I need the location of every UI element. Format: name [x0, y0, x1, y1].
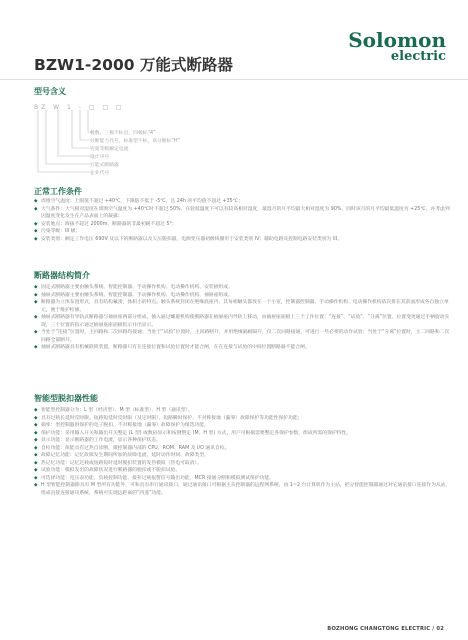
- controller-item: ◆ 热记忆功能：记忆过载或短路短时延时脱扣装置的发热模拟（热电可取消）。: [34, 460, 454, 468]
- structure-item: ◆ 抽屉式断路器主要由触头系统、智能控制器、手动操作机构、电动操作机构、抽屉座组成。: [34, 292, 454, 300]
- controller-item: ◆ 保护功能：采用输入开关和输出开关整定 (L 型) 或数码显示和按键整定 (M、H 型) 方式，用户可根据需要整定各保护参数，组成所需的保护特性。: [34, 430, 454, 438]
- model-legend-item: 企业代号: [90, 171, 110, 176]
- conditions-item: ◆ 污染等级：III 级；: [34, 228, 454, 236]
- controller-item: ◆ 可选择功能：电压表功能、负载控制功能、接补过载报警信号输出功能、MCR 接通分断和模拟测试保护功能。: [34, 475, 454, 483]
- section-title-structure: 断路器结构简介: [34, 271, 90, 280]
- structure-item: ◆ 抽屉式断路器具有机械联锁装置，断路器只有在连接位置和试验位置时才能合闸，在在连接与试验的中间位置断路器不能合闸。: [34, 344, 454, 352]
- structure-item: ◆ 断路器为立体布置形式，具有结构紧凑，体积小的特点。触头系统封闭在绝缘底座内，其每相触头都放在一个小室，控制器控制器、手动操作机构、电动操作机构依次排在其前面形成各自独立单元，便于维护检修。: [34, 299, 454, 314]
- model-legend-item: 分断能力代号，标准型不标，高分断标“H”: [90, 139, 180, 144]
- controller-item: ◆ 具有过载长延时反时限、短路短延时反时限（及定时限）、短路瞬时保护、不对称接地（漏零）故障保护等功能性保护功能；: [34, 415, 454, 423]
- controller-item: ◆ 试验功能：模拟发出的故障状况进行断路器的脱扣或不脱扣试验。: [34, 467, 454, 475]
- model-legend-item: 壳架等级额定电流: [90, 147, 129, 152]
- controller-list: [34, 407, 454, 497]
- title-divider: [0, 79, 468, 80]
- model-legend-item: 设计序号: [90, 155, 110, 160]
- structure-item: ◆ 抽屉式断路器有导轨式断路器与抽屉座两部分组成，抽入通过螺旋机构使断路器在抽屉座内导轨上移动，由抽屉座面板上三个工作位置：“连接”、“试验”、“分离”位置，位置变更通过手柄旋动实现，三个位置的指示通过抽屉底座面板指示并出显示。: [34, 314, 454, 329]
- controller-item: ◆ 故障记忆功能：记忆故障发生期间所加的故障电流、延时动作时间、故障类型。: [34, 452, 454, 460]
- section-title-model: 型号含义: [34, 87, 66, 96]
- page-title: BZW1-2000 万能式断路器: [34, 56, 233, 74]
- conditions-item: ◆ 安装类别：额定工作电压 690V 及以下的断路器以及欠压脱扣器，电源变压器初级线圈用于安装类别 IV；辅助电路及控制电路安装类别为 III。: [34, 236, 454, 244]
- structure-item: ◆ 固定式断路器主要由触头系统、智能控制器、手动操作机构、电动操作机构、安装板组成。: [34, 284, 454, 292]
- model-code: BZ W 1 - □ □ □: [34, 104, 125, 111]
- conditions-item: ◆ 周围空气温度：上限值不超过 +40℃，下限值不低于 -5℃，且 24h 的平均值不超过 +35℃；: [34, 198, 454, 206]
- conditions-list: [34, 198, 454, 243]
- structure-item: ◆ 当处于“连接”位置时，主回路和二次回路均接通；当处于“试验”位置时，主回路断开，并用绝缘隔板隔开，仅二次回路接通，可进行一些必要的动作试验；当处于“分离”位置时，主二回路和二次回路全部断开。: [34, 329, 454, 344]
- brand-sub: electric: [390, 49, 446, 64]
- brand-logo: [348, 30, 446, 64]
- conditions-item: ◆ 安装地点：海拔不超过 2000m，断路器的非最初耐不超过 5°；: [34, 221, 454, 229]
- controller-item: ◆ H 型智能控制器除具有 M 型所有功能外，可和具有串行通讯接口，通过通讯接口可根据主从控制器的远程网系统，由 1~2 台计算机作为主站，把分智能控制器通过对它通讯接口连接作为从站，组成直接连接通讯系统，系统可实现远距离的“四遥”功能。: [34, 482, 454, 497]
- controller-item: ◆ 显示功能：显示断路器的工作电流，显示各种保护状态。: [34, 437, 454, 445]
- brand-name: Solomon: [348, 28, 446, 52]
- conditions-item: ◆ 大气条件：大气相对湿度在周围空气温度为 +40℃时不超过 50%，在较低温度下可以有较高相对湿度，最湿月的月平均最大相对湿度为 90%，同时该月的月平均最低温度为 +25℃，并考虑到因温度变化发生在产品表面上的凝露；: [34, 206, 454, 221]
- page-footer: BOZHONG CHANGTONG ELECTRIC / 02: [327, 626, 444, 632]
- controller-item: ◆ 智能型控制器分为：L 型（经济型）、M 型（标准型）、H 型（通讯型）。: [34, 407, 454, 415]
- model-legend-item: 万能式断路器: [90, 163, 119, 168]
- model-legend-item: 极数，三极不标出，四极标“4”: [90, 131, 156, 136]
- controller-item: ◆ 频率：型控制器供保护的电子脱扣，不对称接地（漏零）故障保护为缓选功能。: [34, 422, 454, 430]
- section-title-controller: 智能型脱扣器性能: [34, 394, 98, 403]
- controller-item: ◆ 自检功能：保能具有过热自诊断，微控制器内部的 CPU、ROM、RAM 及 I/O 通讯自检。: [34, 445, 454, 453]
- section-title-conditions: 正常工作条件: [34, 187, 82, 196]
- structure-list: [34, 284, 454, 352]
